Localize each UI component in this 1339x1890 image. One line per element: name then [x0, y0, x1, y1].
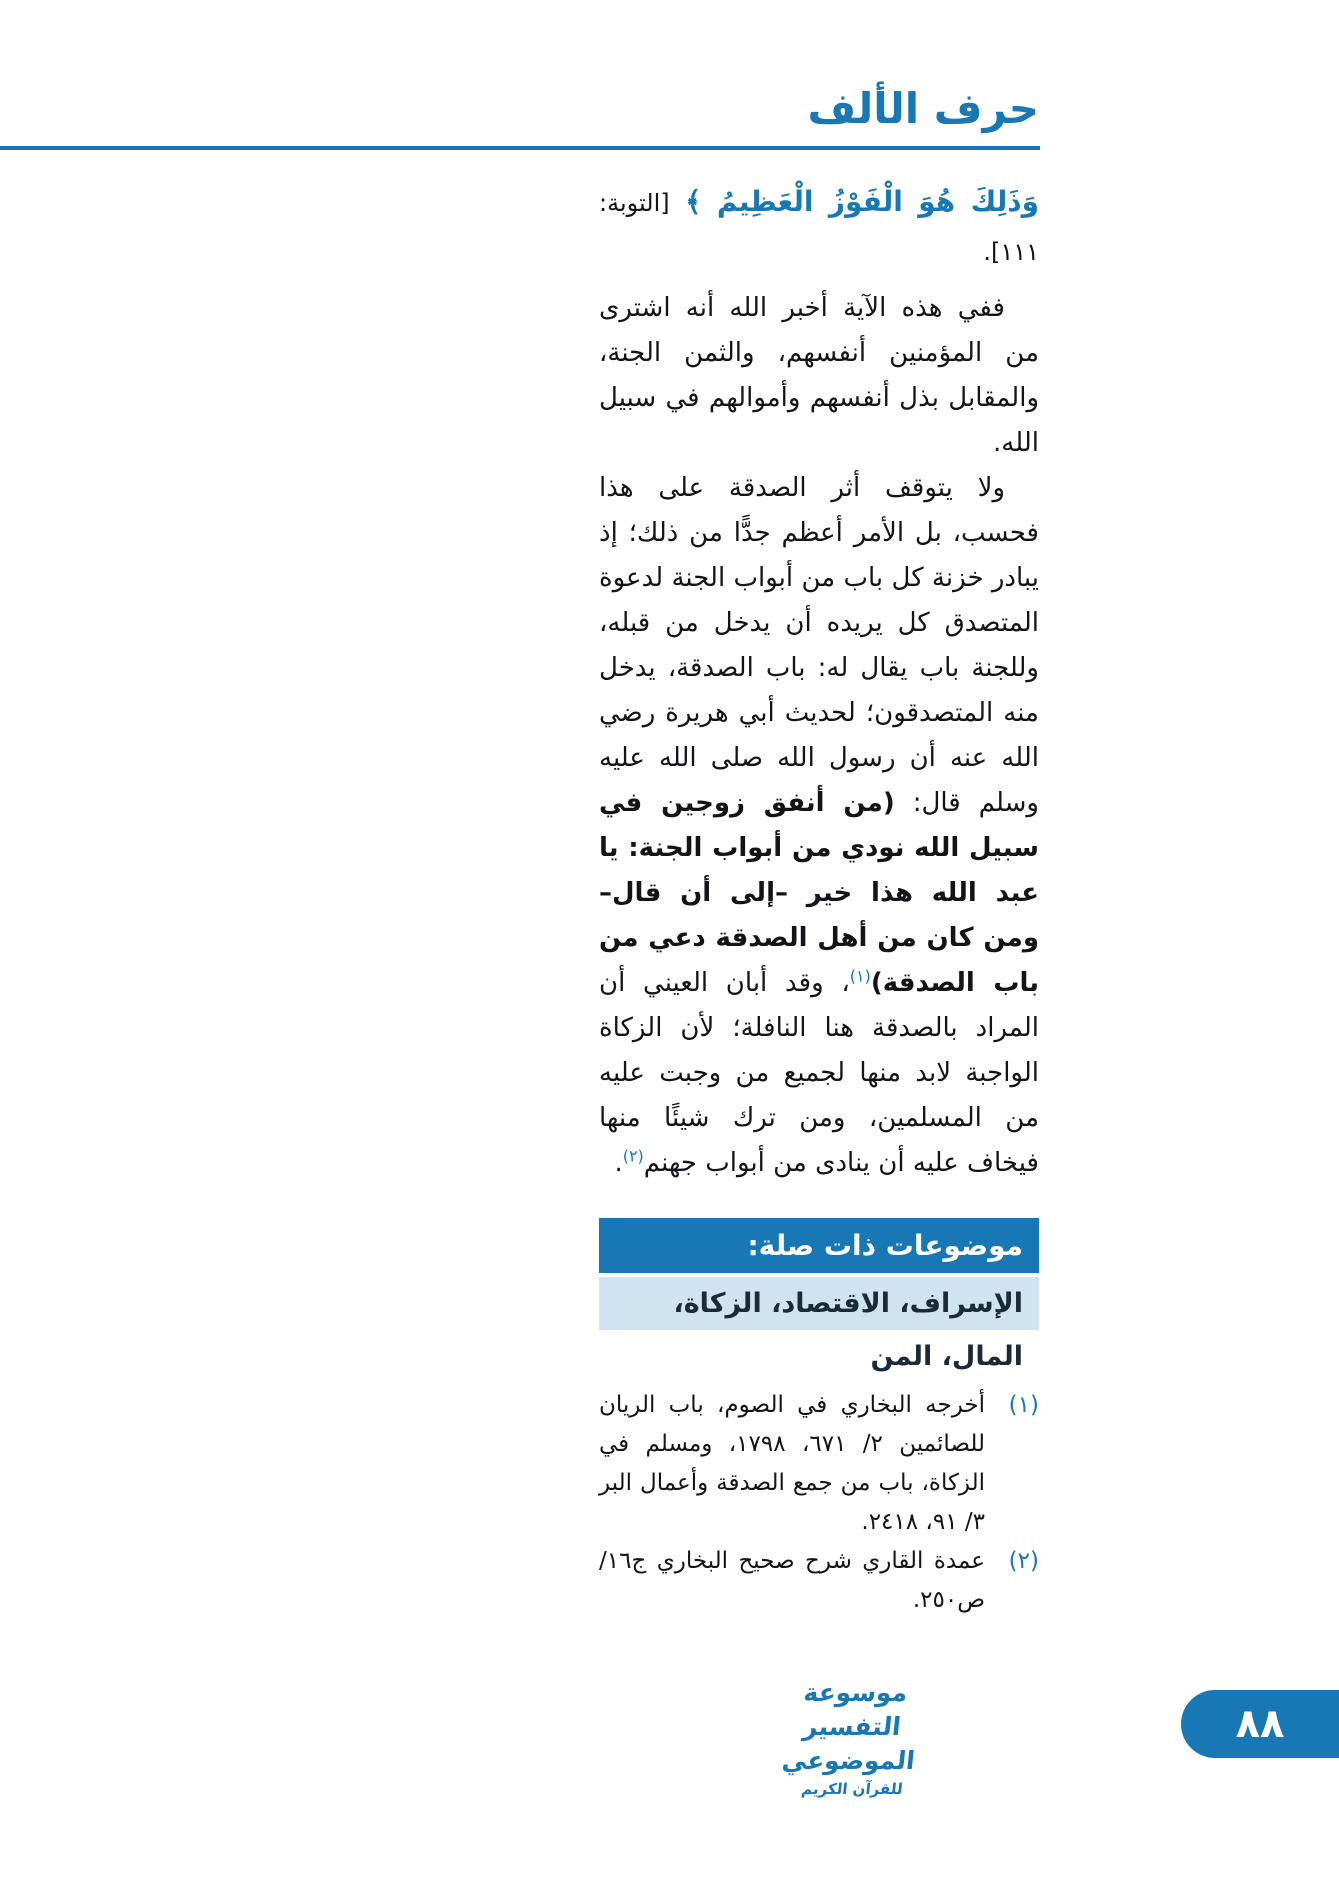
content-column: [599, 178, 1039, 1620]
publisher-logo-subtitle: للقرآن الكريم: [800, 1780, 904, 1798]
footnote-2-text: عمدة القاري شرح صحيح البخاري ج١٦/ ص٢٥٠.: [599, 1548, 985, 1613]
footnote-2-marker: (٢): [1008, 1548, 1039, 1574]
footnotes-section: [599, 1386, 1039, 1620]
footnote-ref-2: (٢): [622, 1146, 644, 1166]
verse-text: وَذَلِكَ هُوَ الْفَوْزُ الْعَظِيمُ ﴾: [685, 185, 1040, 218]
publisher-logo-title: موسوعة التفسير الموضوعي: [780, 1678, 917, 1775]
footnote-2: [599, 1542, 1039, 1620]
paragraph-2-text: ولا يتوقف أثر الصدقة على هذا فحسب، بل الأمر أعظم جدًّا من ذلك؛ إذ يبادر خزنة كل باب من أبواب الجنة لدعوة المتصدق كل يريده أن يدخل من قبله، وللجنة باب يقال له: باب الصدقة، يدخل منه المتصدقون؛ لحديث أبي هريرة رضي الله عنه أن رسول الله صلى الله عليه وسلم قال:: [599, 473, 1039, 818]
paragraph-2-end: .: [614, 1148, 623, 1178]
footnote-1-marker: (١): [1008, 1392, 1039, 1418]
footnote-1: [599, 1386, 1039, 1542]
related-topics-list: الإسراف، الاقتصاد، الزكاة، المال، المن: [599, 1277, 1039, 1330]
paragraph-2: [599, 466, 1039, 1186]
footnote-1-text: أخرجه البخاري في الصوم، باب الريان للصائمين ٢/ ٦٧١، ١٧٩٨، ومسلم في الزكاة، باب من جمع الصدقة وأعمال البر ٣/ ٩١، ٢٤١٨.: [599, 1392, 985, 1535]
quran-verse: [599, 178, 1039, 276]
page-number-badge: [1181, 1690, 1339, 1758]
publisher-logo: [757, 1676, 947, 1800]
paragraph-1: [599, 286, 1039, 466]
related-topics-header: موضوعات ذات صلة:: [599, 1218, 1039, 1273]
hadith-text: (من أنفق زوجين في سبيل الله نودي من أبواب الجنة: يا عبد الله هذا خير –إلى أن قال– ومن كان من أهل الصدقة دعي من باب الصدقة): [599, 788, 1039, 998]
page-number: ٨٨: [1235, 1701, 1285, 1747]
footnote-ref-1: (١): [849, 966, 871, 986]
header-divider-line: [0, 146, 1040, 150]
paragraph-1-text: ففي هذه الآية أخبر الله أنه اشترى من المؤمنين أنفسهم، والثمن الجنة، والمقابل بذل أنفسهم وأموالهم في سبيل الله.: [599, 293, 1039, 458]
body-text: [599, 286, 1039, 1186]
paragraph-2-continuation: ، وقد أبان العيني أن المراد بالصدقة هنا النافلة؛ لأن الزكاة الواجبة لابد منها لجميع من وجبت عليه من المسلمين، ومن ترك شيئًا منها فيخاف عليه أن ينادى من أبواب جهنم: [599, 968, 1039, 1178]
chapter-title: حرف الألف: [807, 84, 1039, 133]
verse-reference: [التوبة: ١١١].: [599, 189, 1039, 266]
